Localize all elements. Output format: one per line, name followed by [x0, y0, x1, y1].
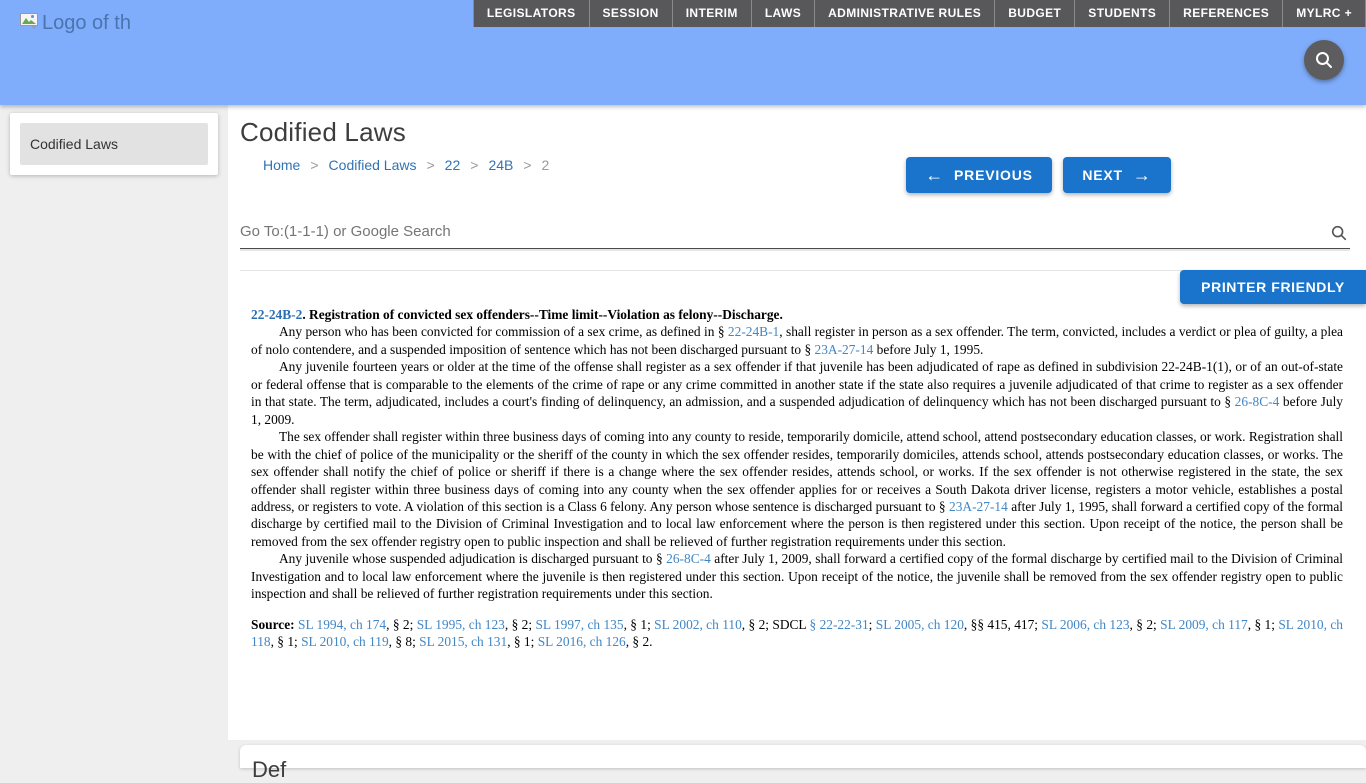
next-section-partial-heading: Def — [252, 757, 287, 782]
nav-item-budget[interactable]: BUDGET — [994, 0, 1074, 27]
previous-button-label: PREVIOUS — [954, 167, 1033, 183]
nav-item-laws[interactable]: LAWS — [751, 0, 814, 27]
statute-text-segment: , § 8; — [388, 634, 420, 650]
arrow-left-icon: ← — [925, 165, 945, 185]
statute-ref-link[interactable]: SL 1997, ch 135 — [535, 616, 624, 632]
statute-text-segment: ; — [868, 616, 876, 632]
statute-text-segment: , § 1; — [623, 616, 655, 632]
statute-text-segment: , § 2; — [504, 616, 536, 632]
arrow-right-icon: → — [1132, 165, 1152, 185]
breadcrumb-codified-laws[interactable]: Codified Laws — [328, 157, 417, 173]
statute-text-segment: Source: — [251, 616, 299, 632]
statute-text-segment: , § 2; — [386, 616, 417, 632]
statute-text-segment: , shall register in person as a sex offender. The term, convicted, includes a verdict or plea of guilty, a plea of nolo contendere, and a suspended imposition of sentence which has not been discharged pursuant to § — [251, 324, 1343, 357]
next-button[interactable] — [1063, 157, 1171, 193]
statute-ref-link[interactable]: 26-8C-4 — [1234, 394, 1280, 410]
statute-text-segment: after July 1, 2009, shall forward a certified copy of the formal discharge by certified mail to the Division of Criminal Investigation and to local law enforcement where the juvenile is then registered under this section. Upon receipt of the notice, the juvenile shall be removed from the sex offender registry open to public inspection and shall be relieved of further registration requirements under this section. — [251, 551, 1343, 602]
page-title: Codified Laws — [240, 117, 406, 147]
nav-item-administrative-rules[interactable]: ADMINISTRATIVE RULES — [814, 0, 994, 27]
statute-ref-link[interactable]: SL 2010, ch 119 — [301, 634, 389, 650]
statute-text-segment: Any juvenile fourteen years or older at the time of the offense shall register as a sex offender if that juvenile has been adjudicated of rape as defined in subdivision 22-24B-1(1), or of an out-of-state or federal offense that is comparable to the elements of the crime of rape or any crime committed in another state if the state also requires a juvenile adjudicated of that crime to register as a sex offender in that state. The term, adjudicated, includes a court's finding of delinquency, an admission, and a suspended adjudication of delinquency which has not been discharged pursuant to § — [251, 359, 1343, 410]
statute-ref-link[interactable]: SL 2016, ch 126 — [537, 634, 626, 650]
statute-ref-link[interactable]: SL 2010, ch 118 — [251, 616, 1343, 650]
breadcrumb-separator: > — [426, 157, 435, 173]
breadcrumb-current-section: 2 — [541, 157, 550, 173]
broken-image-icon — [20, 13, 38, 29]
statute-text-segment: , § 2; — [1129, 616, 1161, 632]
next-section-card — [240, 745, 1366, 782]
statute-heading — [251, 306, 1343, 323]
breadcrumb-chapter-24b[interactable]: 24B — [488, 157, 514, 173]
breadcrumb — [263, 157, 549, 173]
breadcrumb-separator: > — [310, 157, 319, 173]
breadcrumb-separator: > — [523, 157, 532, 173]
statute-paragraph — [251, 323, 1343, 358]
previous-button[interactable] — [906, 157, 1052, 193]
search-icon[interactable] — [1330, 224, 1348, 242]
sidebar-item-codified-laws[interactable]: Codified Laws — [20, 123, 208, 165]
statute-ref-link[interactable]: 22-24B-2 — [251, 307, 303, 322]
statute-text-segment: , § 1; — [507, 634, 538, 650]
statute-paragraph — [251, 550, 1343, 602]
next-button-label: NEXT — [1082, 167, 1123, 183]
site-logo[interactable] — [20, 11, 131, 35]
statute-source — [251, 616, 1343, 651]
statute-ref-link[interactable]: SL 1995, ch 123 — [416, 616, 505, 632]
nav-item-legislators[interactable]: LEGISLATORS — [473, 0, 589, 27]
statute-ref-link[interactable]: 22-24B-1 — [727, 324, 780, 340]
statute-text-segment: after July 1, 1995, shall forward a certified copy of the formal discharge by certified mail to the Division of Criminal Investigation and to local law enforcement where the person is then registered under this section. Upon receipt of the notice, the person shall be removed from the sex offender registry open to public inspection and shall be relieved of further registration requirements under this section. — [251, 498, 1343, 549]
main-content-panel — [228, 105, 1366, 740]
statute-ref-link[interactable]: SL 2009, ch 117 — [1160, 616, 1248, 632]
statute-ref-link[interactable]: 23A-27-14 — [949, 498, 1008, 514]
nav-item-interim[interactable]: INTERIM — [672, 0, 751, 27]
statute-text-segment: before July 1, 2009. — [251, 394, 1343, 427]
search-icon — [1314, 50, 1334, 70]
statute-paragraph — [251, 428, 1343, 550]
statute-ref-link[interactable]: 26-8C-4 — [666, 551, 711, 567]
sidebar — [10, 113, 218, 175]
logo-alt-text: Logo of th — [42, 12, 131, 34]
statute-ref-link[interactable]: SL 2006, ch 123 — [1041, 616, 1130, 632]
nav-item-mylrc[interactable]: MYLRC + — [1282, 0, 1365, 27]
statute-text-segment: , §§ 415, 417; — [963, 616, 1042, 632]
top-nav — [473, 0, 1366, 27]
nav-item-students[interactable]: STUDENTS — [1074, 0, 1169, 27]
statute-text-segment: Any juvenile whose suspended adjudication is discharged pursuant to § — [279, 551, 667, 567]
statute-ref-link[interactable]: SL 2002, ch 110 — [654, 616, 742, 632]
statute-text — [251, 306, 1343, 651]
statute-ref-link[interactable]: § 22-22-31 — [809, 616, 869, 632]
statute-text-segment: Any person who has been convicted for commission of a sex crime, as defined in § — [279, 324, 728, 340]
nav-item-session[interactable]: SESSION — [589, 0, 672, 27]
statute-text-segment: , § 1; — [1247, 616, 1279, 632]
statute-text-segment: , § 2. — [625, 634, 653, 650]
statute-ref-link[interactable]: SL 1994, ch 174 — [298, 616, 387, 632]
breadcrumb-home[interactable]: Home — [263, 157, 301, 173]
goto-search-field — [240, 213, 1350, 249]
breadcrumb-title-22[interactable]: 22 — [444, 157, 461, 173]
header-search-button[interactable] — [1304, 40, 1344, 80]
statute-text-segment: before July 1, 1995. — [873, 341, 984, 357]
nav-item-references[interactable]: REFERENCES — [1169, 0, 1282, 27]
statute-ref-link[interactable]: SL 2015, ch 131 — [419, 634, 508, 650]
statute-ref-link[interactable]: SL 2005, ch 120 — [875, 616, 964, 632]
goto-search-input[interactable] — [240, 217, 1320, 245]
statute-text-segment: , § 1; — [270, 634, 302, 650]
statute-ref-link[interactable]: 23A-27-14 — [814, 341, 874, 357]
breadcrumb-separator: > — [470, 157, 479, 173]
statute-text-segment: The sex offender shall register within three business days of coming into any county to reside, temporarily domicile, attend school, attend postsecondary education classes, or work. Registration shall be with the chief of police of the municipality or the sheriff of the county in which the sex offender resides, temporarily domiciles, attends school, attends postsecondary education classes, or works. The sex offender shall notify the chief of police or sheriff if there is a change where the sex offender resides, attends school, or works. If the sex offender is not otherwise registered in the state, the sex offender shall register within three business days of coming into any county when the sex offender applies for or receives a South Dakota driver license, registers a motor vehicle, establishes a postal address, or registers to vote. A violation of this section is a Class 6 felony. Any person whose sentence is discharged pursuant to § — [251, 429, 1343, 514]
statute-text-segment: . Registration of convicted sex offenders--Time limit--Violation as felony--Discharge. — [302, 307, 783, 322]
site-header — [0, 0, 1366, 105]
printer-friendly-button[interactable]: PRINTER FRIENDLY — [1180, 270, 1366, 304]
statute-text-segment: , § 2; SDCL — [741, 616, 810, 632]
statute-paragraph — [251, 358, 1343, 428]
